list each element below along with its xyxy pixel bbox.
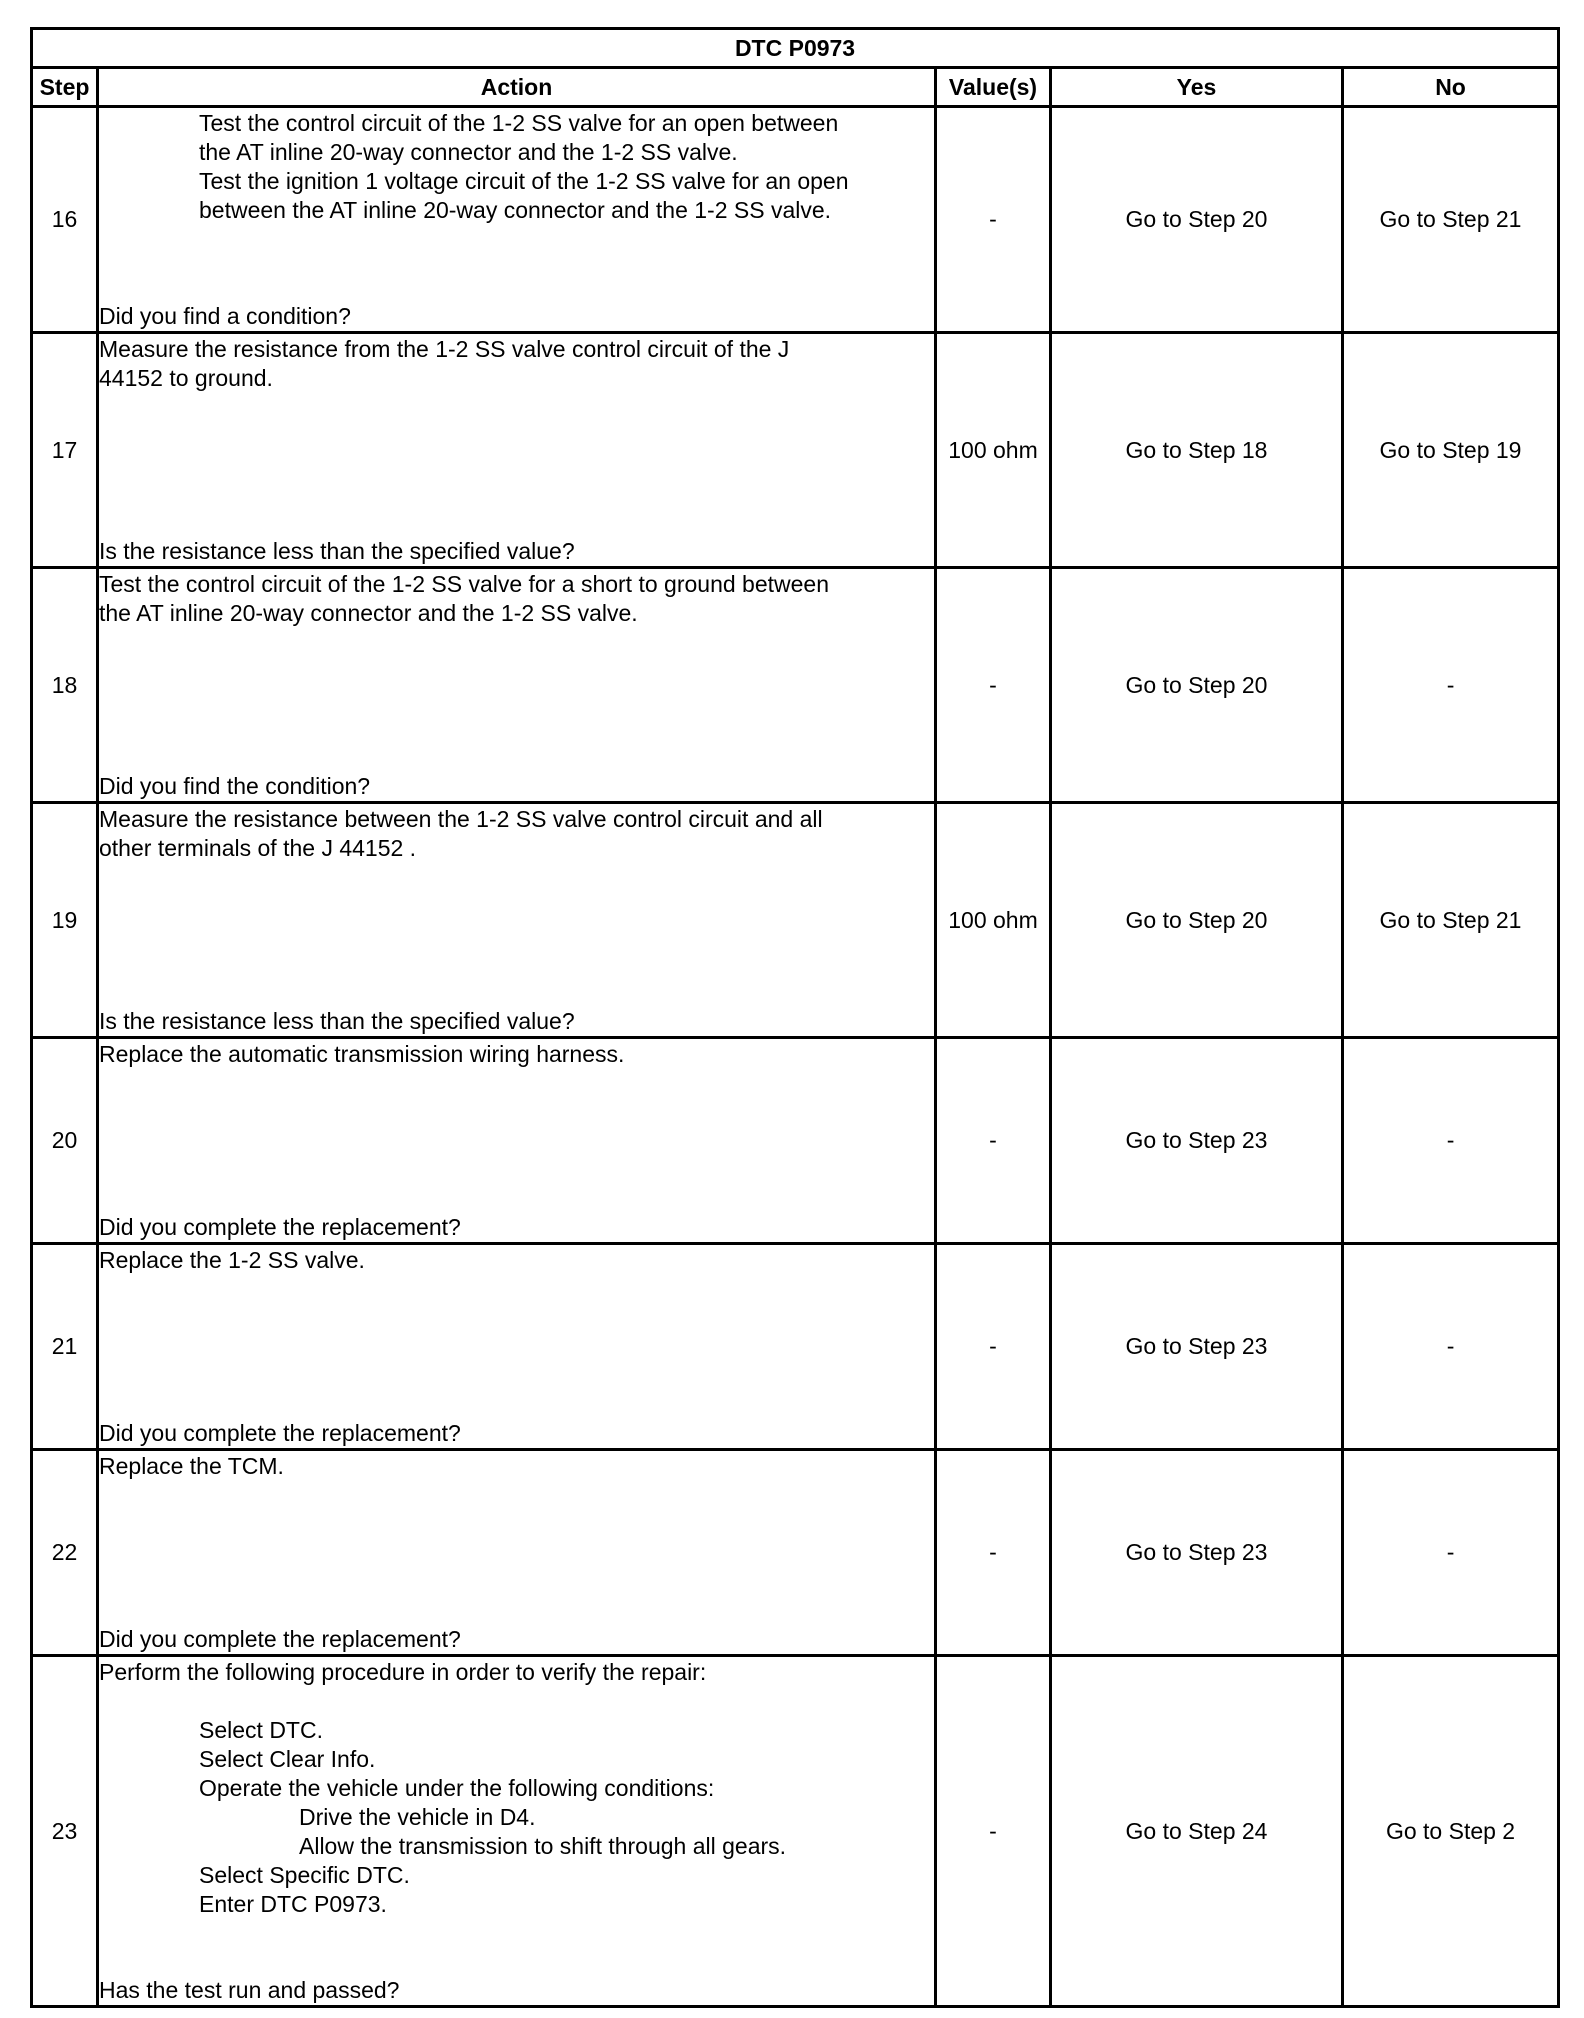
no-cell: - (1343, 1450, 1559, 1656)
action-intro: Perform the following procedure in order to verify the repair: (99, 1658, 707, 1685)
value-cell: 100 ohm (936, 333, 1051, 568)
header-step: Step (32, 68, 98, 107)
action-line: Test the control circuit of the 1-2 SS valve for a short to ground between (99, 570, 830, 597)
action-line: the AT inline 20-way connector and the 1-2 SS valve. (199, 138, 738, 165)
action-cell (98, 107, 936, 333)
header-values: Value(s) (936, 68, 1051, 107)
action-line: Measure the resistance between the 1-2 SS valve control circuit and all (99, 805, 823, 832)
action-line: Select Clear Info. (199, 1745, 376, 1772)
no-cell: Go to Step 2 (1343, 1656, 1559, 2007)
yes-cell: Go to Step 20 (1051, 803, 1343, 1038)
action-line: Allow the transmission to shift through all gears. (299, 1832, 787, 1859)
step-number: 19 (32, 803, 98, 1038)
no-cell: Go to Step 21 (1343, 803, 1559, 1038)
action-line: Replace the TCM. (99, 1452, 284, 1479)
action-question: Is the resistance less than the specified value? (99, 1007, 575, 1034)
header-no: No (1343, 68, 1559, 107)
no-cell: Go to Step 21 (1343, 107, 1559, 333)
action-cell (98, 1656, 936, 2007)
table-row (32, 568, 1559, 803)
action-line: Operate the vehicle under the following conditions: (199, 1774, 715, 1801)
action-question: Did you complete the replacement? (99, 1213, 461, 1240)
action-line: Select DTC. (199, 1716, 323, 1743)
yes-cell: Go to Step 18 (1051, 333, 1343, 568)
value-cell: - (936, 1038, 1051, 1244)
action-cell (98, 1450, 936, 1656)
action-question: Did you find a condition? (99, 302, 351, 329)
yes-cell: Go to Step 20 (1051, 568, 1343, 803)
no-cell: - (1343, 1038, 1559, 1244)
step-number: 21 (32, 1244, 98, 1450)
header-yes: Yes (1051, 68, 1343, 107)
value-cell: - (936, 1244, 1051, 1450)
value-cell: - (936, 107, 1051, 333)
table-row (32, 1038, 1559, 1244)
action-question: Did you complete the replacement? (99, 1419, 461, 1446)
table-row (32, 107, 1559, 333)
action-line: the AT inline 20-way connector and the 1-2 SS valve. (99, 599, 638, 626)
value-cell: - (936, 1450, 1051, 1656)
action-line: other terminals of the J 44152 . (99, 834, 417, 861)
action-question: Is the resistance less than the specified value? (99, 537, 575, 564)
action-line: Test the ignition 1 voltage circuit of the 1-2 SS valve for an open (199, 167, 849, 194)
table-row (32, 1656, 1559, 2007)
step-number: 23 (32, 1656, 98, 2007)
yes-cell: Go to Step 24 (1051, 1656, 1343, 2007)
action-line: Replace the 1-2 SS valve. (99, 1246, 365, 1273)
step-number: 16 (32, 107, 98, 333)
action-question: Did you find the condition? (99, 772, 371, 799)
action-cell (98, 1038, 936, 1244)
action-line: Measure the resistance from the 1-2 SS valve control circuit of the J (99, 335, 790, 362)
no-cell: - (1343, 1244, 1559, 1450)
step-number: 20 (32, 1038, 98, 1244)
action-line: between the AT inline 20-way connector and the 1-2 SS valve. (199, 196, 832, 223)
value-cell: - (936, 1656, 1051, 2007)
header-action: Action (98, 68, 936, 107)
yes-cell: Go to Step 23 (1051, 1244, 1343, 1450)
no-cell: - (1343, 568, 1559, 803)
table-row (32, 333, 1559, 568)
yes-cell: Go to Step 20 (1051, 107, 1343, 333)
table-row (32, 1244, 1559, 1450)
action-line: 44152 to ground. (99, 364, 273, 391)
action-line: Replace the automatic transmission wiring harness. (99, 1040, 625, 1067)
yes-cell: Go to Step 23 (1051, 1038, 1343, 1244)
value-cell: 100 ohm (936, 803, 1051, 1038)
action-cell (98, 803, 936, 1038)
action-cell (98, 333, 936, 568)
action-cell (98, 568, 936, 803)
value-cell: - (936, 568, 1051, 803)
dtc-table (30, 27, 1560, 2008)
action-line: Select Specific DTC. (199, 1861, 410, 1888)
step-number: 18 (32, 568, 98, 803)
action-line: Enter DTC P0973. (199, 1890, 387, 1917)
no-cell: Go to Step 19 (1343, 333, 1559, 568)
table-row (32, 1450, 1559, 1656)
action-line: Test the control circuit of the 1-2 SS valve for an open between (199, 109, 839, 136)
action-line: Drive the vehicle in D4. (299, 1803, 536, 1830)
step-number: 17 (32, 333, 98, 568)
action-question: Did you complete the replacement? (99, 1625, 461, 1652)
action-question: Has the test run and passed? (99, 1976, 400, 2003)
table-title: DTC P0973 (32, 29, 1559, 68)
yes-cell: Go to Step 23 (1051, 1450, 1343, 1656)
action-cell (98, 1244, 936, 1450)
table-row (32, 803, 1559, 1038)
step-number: 22 (32, 1450, 98, 1656)
